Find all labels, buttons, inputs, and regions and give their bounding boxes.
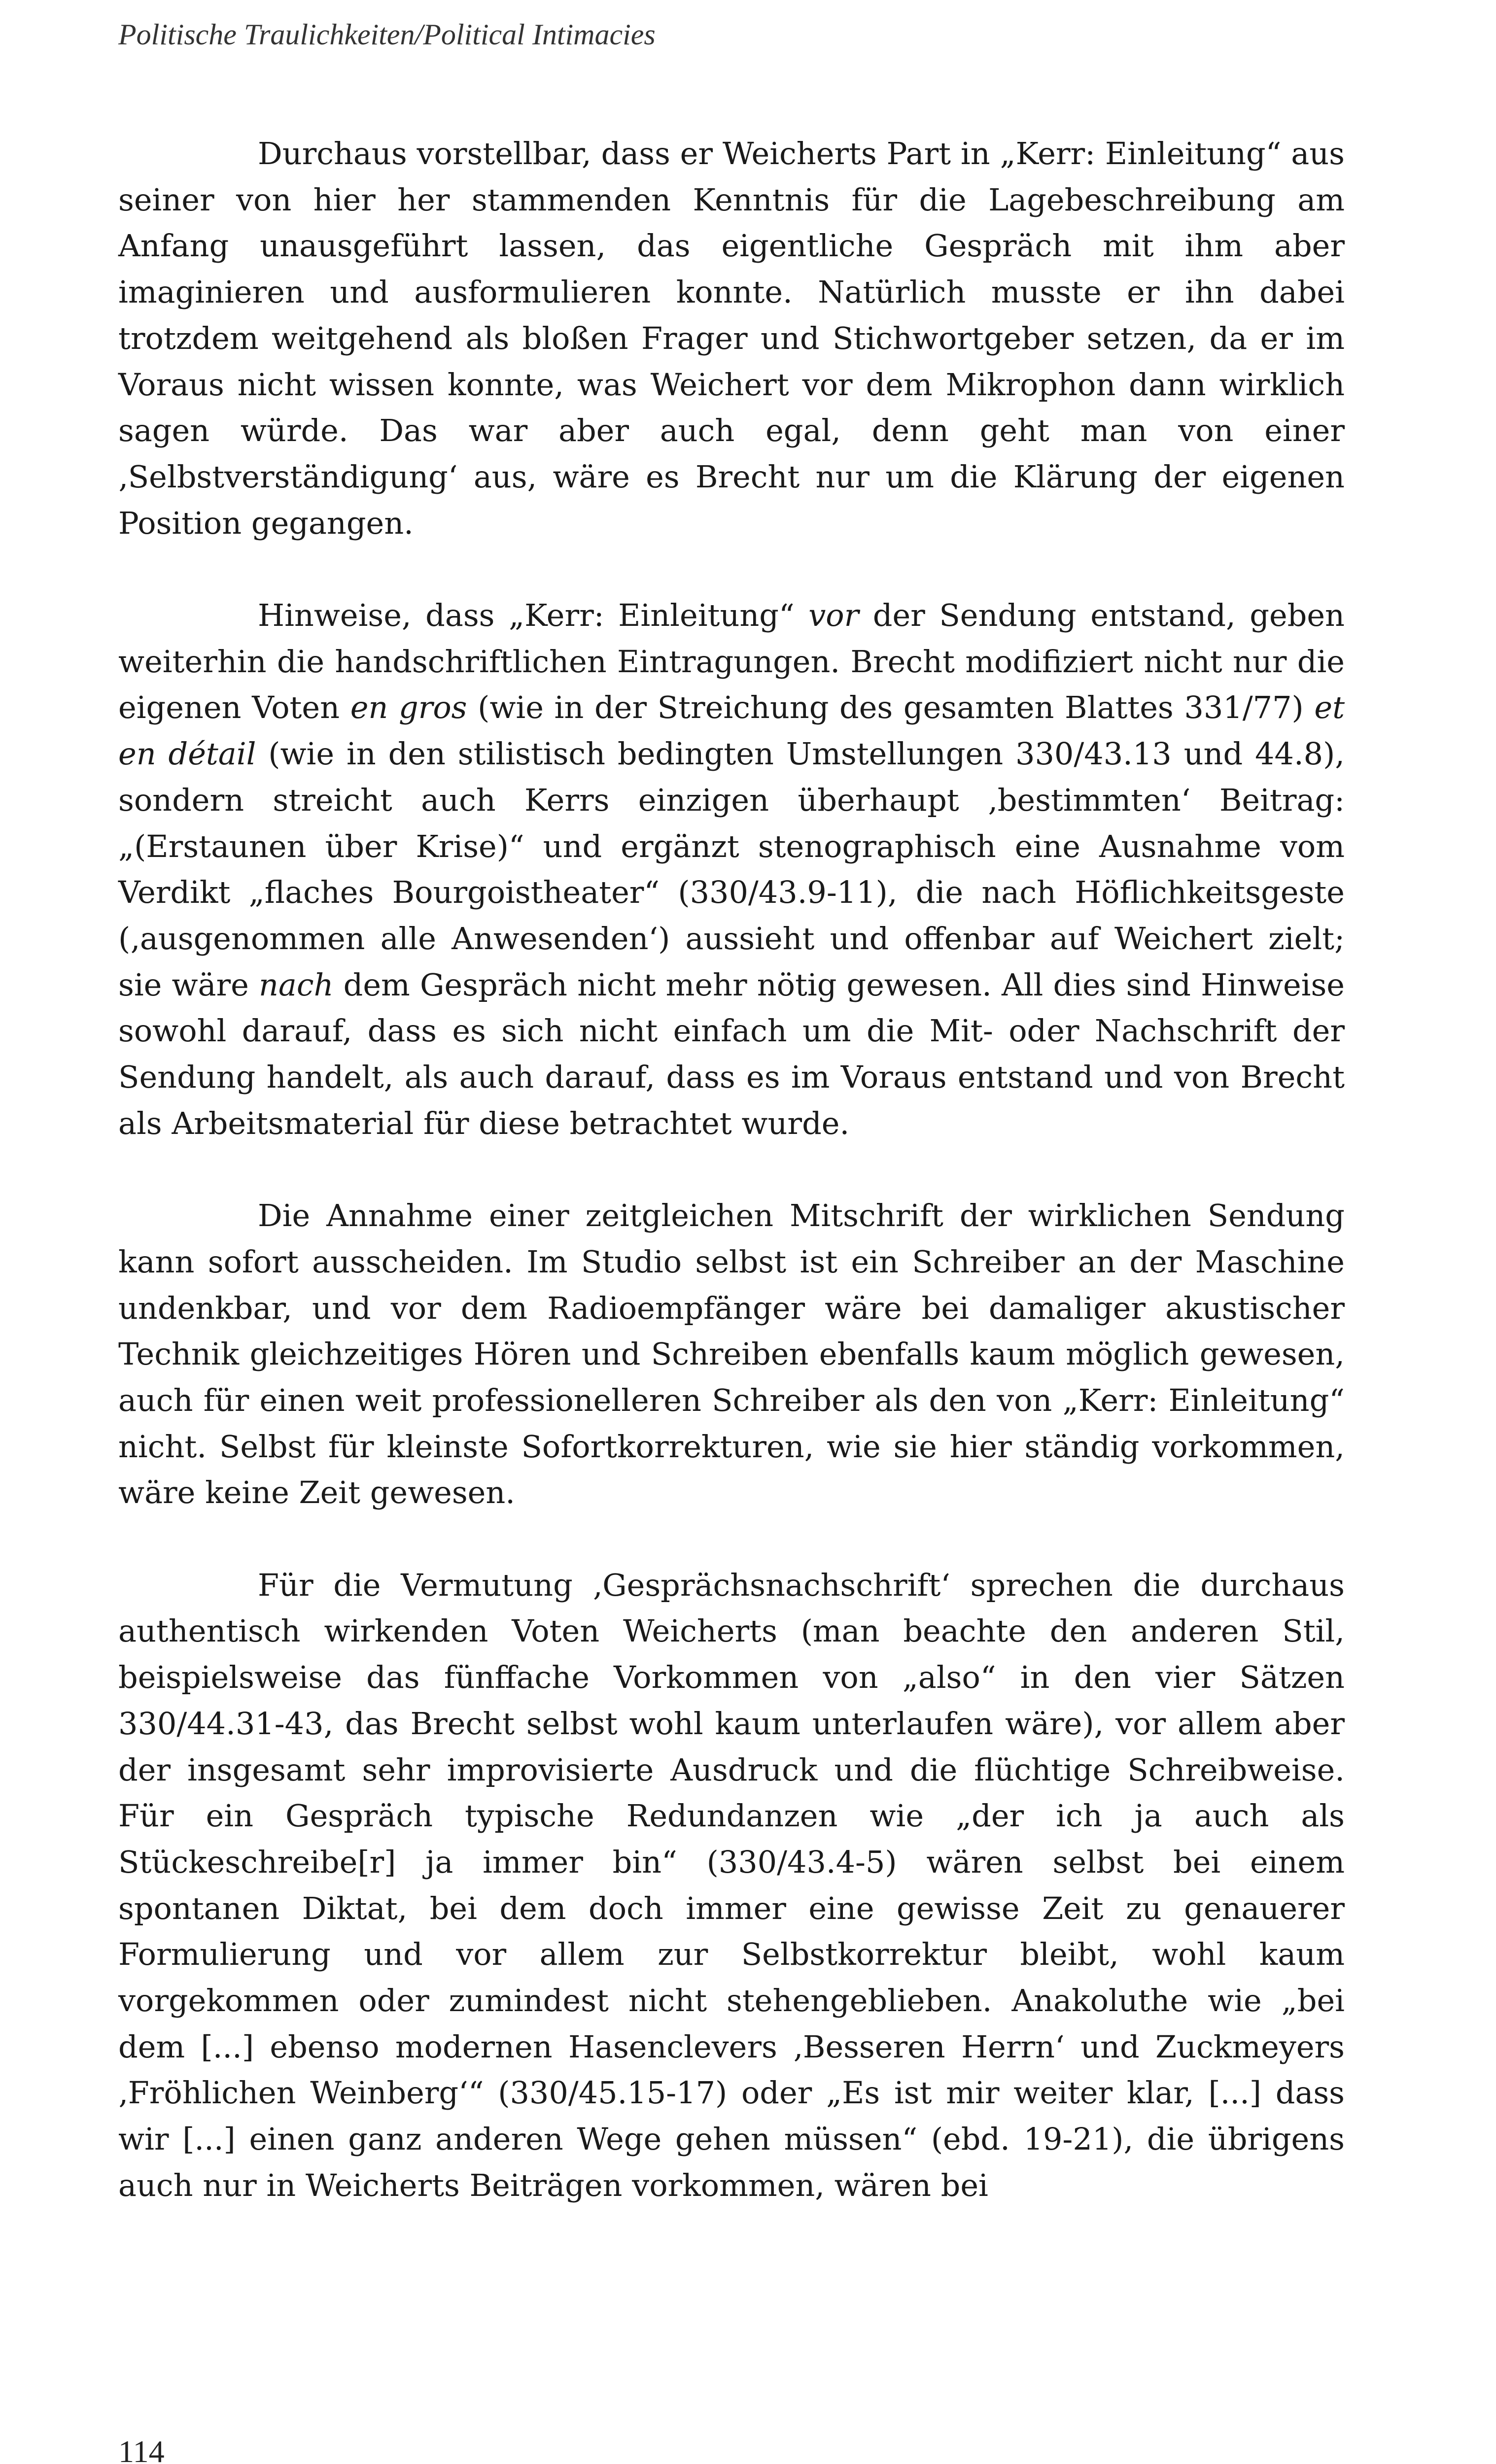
body-text [118, 131, 1345, 2209]
text-run: Die Annahme einer zeitgleichen Mitschrift der wirklichen Sendung kann sofort ausscheiden. Im Studio selbst ist ein Schreiber an der Maschine undenkbar, und vor dem Radioempfänger wäre bei damaliger akustischer Technik gleichzeitiges Hören und Schreiben ebenfalls kaum möglich gewesen, auch für einen weit professionelleren Schreiber als den von „Kerr: Einleitung“ nicht. Selbst für kleinste Sofortkorrekturen, wie sie hier ständig vorkommen, wäre keine Zeit gewesen. [118, 1198, 1345, 1511]
italic-text: en gros [350, 689, 467, 726]
running-head: Politische Traulichkeiten/Political Intimacies [118, 18, 656, 51]
text-run: Durchaus vorstellbar, dass er Weicherts Part in „Kerr: Einleitung“ aus seiner von hier her stammenden Kenntnis für die Lagebeschreibung am Anfang unausgeführt lassen, das eigentliche Gespräch mit ihm aber imaginieren und ausformulieren konnte. Natürlich musste er ihn dabei trotzdem weitgehend als bloßen Frager und Stichwortgeber setzen, da er im Voraus nicht wissen konnte, was Weichert vor dem Mikrophon dann wirklich sagen würde. Das war aber auch egal, denn geht man von einer ‚Selbstverständigung‘ aus, wäre es Brecht nur um die Klärung der eigenen Position gegangen. [118, 136, 1345, 541]
paragraph [118, 131, 1345, 546]
text-run: dem Gespräch nicht mehr nötig gewesen. All dies sind Hinweise sowohl darauf, dass es sich nicht einfach um die Mit- oder Nachschrift der Sendung handelt, als auch darauf, dass es im Voraus entstand und von Brecht als Arbeitsmaterial für diese betrachtet wurde. [118, 966, 1345, 1141]
paragraph [118, 1562, 1345, 2209]
text-run: Hinweise, dass „Kerr: Einleitung“ [258, 597, 809, 634]
italic-text: vor [808, 597, 859, 634]
paragraph [118, 592, 1345, 1146]
italic-text: et en détail [118, 689, 1345, 772]
text-run: (wie in der Streichung des gesamten Blattes 331/77) [467, 689, 1315, 726]
page-number: 114 [118, 2434, 165, 2464]
paragraph [118, 1193, 1345, 1516]
text-run: der Sendung entstand, geben weiterhin die handschriftlichen Eintragungen. Brecht modifiziert nicht nur die eigenen Voten [118, 597, 1345, 726]
text-run: Für die Vermutung ‚Gesprächsnachschrift‘ sprechen die durchaus authentisch wirkenden Voten Weicherts (man beachte den anderen Stil, beispielsweise das fünffache Vorkommen von „also“ in den vier Sätzen 330/44.31-43, das Brecht selbst wohl kaum unterlaufen wäre), vor allem aber der insgesamt sehr improvisierte Ausdruck und die flüchtige Schreibweise. Für ein Gespräch typische Redundanzen wie „der ich ja auch als Stückeschreibe[r] ja immer bin“ (330/43.4-5) wären selbst bei einem spontanen Diktat, bei dem doch immer eine gewisse Zeit zu genauerer Formulierung und vor allem zur Selbstkorrektur bleibt, wohl kaum vorgekommen oder zumindest nicht stehengeblieben. Anakoluthe wie „bei dem [...] ebenso modernen Hasenclevers ‚Besseren Herrn‘ und Zuckmeyers ‚Fröhlichen Weinberg‘“ (330/45.15-17) oder „Es ist mir weiter klar, [...] dass wir [...] einen ganz anderen Wege gehen müssen“ (ebd. 19-21), die übrigens auch nur in Weicherts Beiträgen vorkommen, wären bei [118, 1567, 1345, 2203]
italic-text: nach [258, 966, 334, 1003]
text-run: (wie in den stilistisch bedingten Umstellungen 330/43.13 und 44.8), sondern streicht auch Kerrs einzigen überhaupt ‚bestimmten‘ Beitrag: „(Erstaunen über Krise)“ und ergänzt stenographisch eine Ausnahme vom Verdikt „flaches Bourgoistheater“ (330/43.9-11), die nach Höflichkeitsgeste (‚ausgenommen alle Anwesenden‘) aussieht und offenbar auf Weichert zielt; sie wäre [118, 736, 1345, 1003]
